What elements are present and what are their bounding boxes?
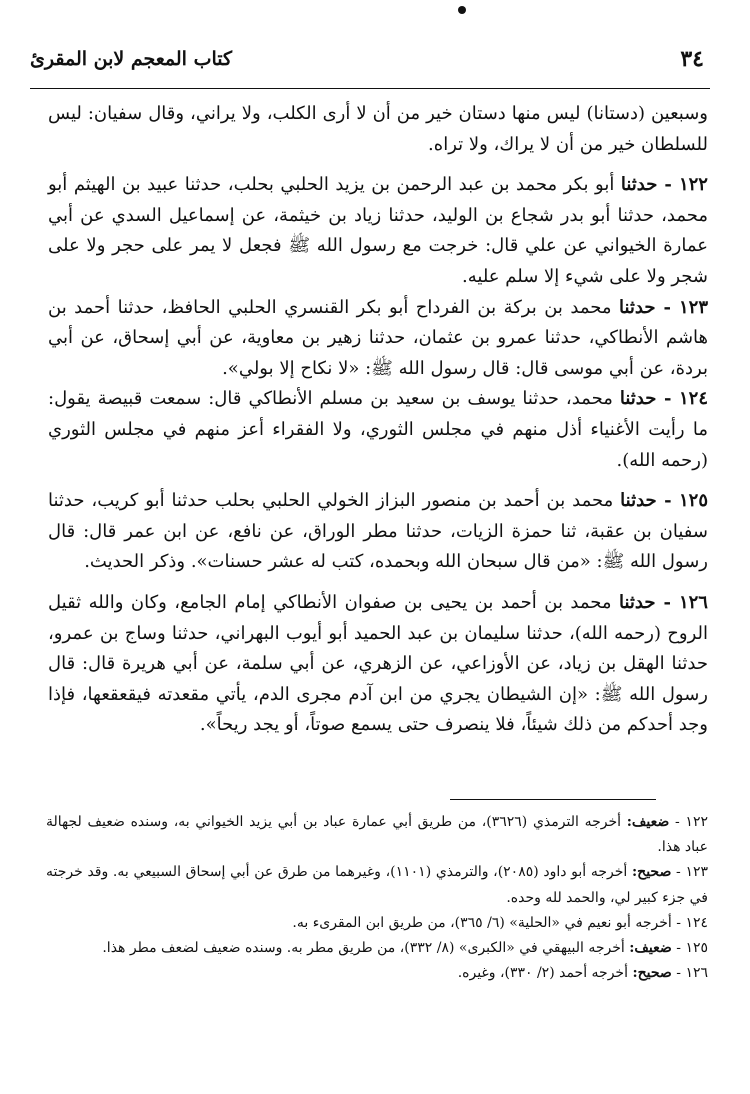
hadith-122 [48,170,708,292]
top-ornament-dot [458,6,466,14]
footnote-125 [46,936,708,961]
footnote-grade: صحيح: [632,965,672,982]
hadith-text: أبو بكر محمد بن عبد الرحمن بن يزيد الحلبي بحلب، حدثنا عبيد بن الهيثم أبو محمد، حدثنا أبو بدر شجاع بن الوليد، حدثنا زياد بن خيثمة، عن إسماعيل السدي عن أبي عمارة الخيواني عن علي قال: خرجت مع رسول الله ﷺ فجعل لا يمر على حجر ولا على شجر ولا على شيء إلا سلم عليه. [48,174,708,287]
hadith-number: ١٢٤ - حدثنا [619,388,708,410]
page-number: ٣٤ [680,46,704,72]
hadith-124 [48,384,708,476]
footnote-number: ١٢٣ - [676,864,709,881]
paragraph-continuation [48,99,708,160]
page-header [30,46,710,86]
footnote-text: أخرجه أبو داود (٢٠٨٥)، والترمذي (١١٠١)، وغيرهما من طرق عن أبي إسحاق السبيعي به. وقد خرجته في جزء كبير لي، والحمد لله وحده. [46,864,708,906]
footnote-grade: صحيح: [631,864,672,881]
hadith-125 [48,486,708,578]
footnote-grade: ضعيف: [626,814,670,830]
footnote-text: أخرجه أبو نعيم في «الحلية» (٦/ ٣٦٥)، من طريق ابن المقرىء به. [292,914,672,931]
hadith-text: محمد بن أحمد بن منصور البزاز الخولي الحلبي بحلب حدثنا أبو كريب، حدثنا سفيان بن عقبة، ثنا حمزة الزيات، حدثنا مطر الوراق، عن نافع، عن ابن عمر قال: قال رسول الله ﷺ: «من قال سبحان الله وبحمده، كتب له عشر حسنات». وذكر الحديث. [48,490,708,573]
footnote-number: ١٢٢ - [674,814,708,830]
running-title: كتاب المعجم لابن المقرئ [30,48,233,70]
hadith-number: ١٢٣ - حدثنا [618,296,708,318]
hadith-number: ١٢٢ - حدثنا [620,174,708,196]
footnote-text: أخرجه البيهقي في «الكبرى» (٨/ ٣٣٢)، من طريق مطر به. وسنده ضعيف لضعف مطر هذا. [102,940,625,957]
footnote-number: ١٢٦ - [676,965,708,982]
hadith-text: محمد بن بركة بن الفرداح أبو بكر القنسري الحلبي الحافظ، حدثنا أحمد بن هاشم الأنطاكي، حدثنا عمرو بن عثمان، حدثنا زهير بن معاوية، عن أبي إسحاق، عن أبي بردة، عن أبي موسى قال: قال رسول الله ﷺ: «لا نكاح إلا بولي». [48,296,708,379]
footnote-126 [46,961,708,986]
footnote-text: أخرجه الترمذي (٣٦٢٦)، من طريق أبي عمارة عباد بن أبي يزيد الخيواني به، وسنده ضعيف لجهالة عباد هذا. [46,814,708,856]
footnote-text: أخرجه أحمد (٢/ ٣٣٠)، وغيره. [457,965,628,982]
hadith-123 [48,293,708,385]
hadith-126 [48,588,708,741]
footnote-number: ١٢٤ - [676,914,708,931]
hadith-number: ١٢٦ - حدثنا [619,591,708,613]
footnote-123 [46,860,708,910]
footnote-124 [46,911,708,936]
paragraph-text: وسبعين (دستانا) ليس منها دستان خير من أن لا أرى الكلب، ولا يراني، وقال سفيان: ليس للسلطان خير من أن لا يراك، ولا تراه. [48,103,708,155]
footnote-122 [46,810,708,860]
main-text [48,99,708,741]
footnote-grade: ضعيف: [629,940,672,957]
footnote-separator [450,799,656,800]
footnotes [46,810,708,986]
hadith-text: محمد بن أحمد بن يحيى بن صفوان الأنطاكي إمام الجامع، وكان والله ثقيل الروح (رحمه الله)، حدثنا سليمان بن عبد الحميد أبو أيوب البهراني، حدثنا وساج بن عمرو، حدثنا الهقل بن زياد، عن الأوزاعي، عن الزهري، عن أبي سلمة، عن أبي هريرة قال: قال رسول الله ﷺ: «إن الشيطان يجري من ابن آدم مجرى الدم، يأتي مقعدته فيقعقعها، فإذا وجد أحدكم من ذلك شيئاً، فلا ينصرف حتى يسمع صوتاً، أو يجد ريحاً». [48,591,708,736]
footnote-number: ١٢٥ - [676,940,708,957]
hadith-number: ١٢٥ - حدثنا [620,490,708,512]
header-rule [30,88,710,89]
hadith-text: محمد، حدثنا يوسف بن سعيد بن مسلم الأنطاكي قال: سمعت قبيصة يقول: ما رأيت الأغنياء أذل منهم في مجلس الثوري، ولا الفقراء أعز منهم في مجلس الثوري (رحمه الله). [48,388,708,471]
